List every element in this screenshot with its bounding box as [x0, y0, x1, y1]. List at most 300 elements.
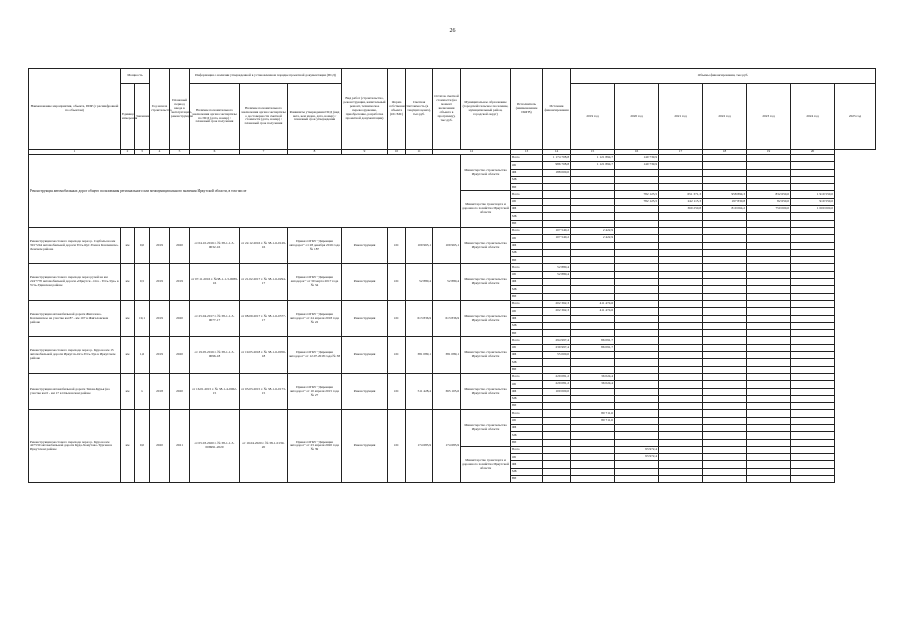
expert-opinion: от 04.10.2016 г. № 38-1-1-3-0032-16: [190, 227, 240, 263]
ownership-form: ОС: [388, 337, 406, 373]
amount-cell: [659, 271, 703, 278]
ownership-form: ОС: [388, 373, 406, 409]
object-name: Реконструкция автомобильной дороги Тихая-Курья (на участке км 0 - км 17 в Ольхонском районе: [29, 373, 121, 409]
amount-cell: [791, 264, 835, 271]
estimated-cost: 109 963,1: [406, 227, 433, 263]
amount-cell: [571, 293, 615, 300]
col-source-header: Источник финансирования: [543, 69, 571, 150]
amount-cell: [747, 315, 791, 322]
amount-cell: [659, 169, 703, 176]
amount-cell: [615, 322, 659, 329]
amount-cell: [571, 271, 615, 278]
amount-cell: 782 123,5: [615, 198, 659, 205]
amount-cell: [571, 169, 615, 176]
amount-cell: [747, 213, 791, 220]
amount-cell: [659, 446, 703, 453]
funding-source: Всего: [511, 300, 543, 307]
amount-cell: [703, 300, 747, 307]
amount-cell: [659, 461, 703, 468]
capacity-value: 0,5: [135, 264, 150, 300]
funding-source: МБ: [511, 213, 543, 220]
object-name: Реконструкция автомобильной дороги Жигалово-Казачинское на участке км 87 - км 107 в Жигаловском районе: [29, 300, 121, 336]
section-title: Реконструкция автомобильных дорог общего пользования регионального или межмуниципального значения Иркутской области, в том числе: [29, 155, 461, 228]
object-name: Реконструкция мостового перехода через ручей на км 224+770 автомобильной дороги «Иркутск - Оса - Усть-Уда» в Усть-Удинском районе: [29, 264, 121, 300]
col-cost-header: Сметная стоимость (в текущих ценах), тыс.руб.: [406, 69, 433, 150]
works-type: Реконструкция: [342, 410, 388, 483]
amount-cell: [543, 249, 571, 256]
amount-cell: 36 024,4: [571, 381, 615, 388]
amount-cell: [571, 468, 615, 475]
amount-cell: [659, 184, 703, 191]
funding-source: ОБ: [511, 381, 543, 388]
amount-cell: 369 250,8: [659, 206, 703, 213]
funding-source: ОБ: [511, 198, 543, 205]
amount-cell: [747, 344, 791, 351]
amount-cell: [791, 169, 835, 176]
executor-name: Министерство строительства Иркутской области: [461, 337, 511, 373]
amount-cell: [703, 155, 747, 162]
amount-cell: [747, 279, 791, 286]
amount-cell: [703, 315, 747, 322]
funding-source: ФБ: [511, 315, 543, 322]
estimated-cost: 52 880,4: [406, 264, 433, 300]
amount-cell: [747, 271, 791, 278]
amount-cell: [791, 315, 835, 322]
amount-cell: [659, 359, 703, 366]
amount-cell: [747, 461, 791, 468]
remaining-cost: 613 836,9: [433, 300, 461, 336]
amount-cell: [747, 424, 791, 431]
estimated-cost: 174 683,9: [406, 410, 433, 483]
works-type: Реконструкция: [342, 300, 388, 336]
col-ownership-header: Форма собственности объекта (ОС/МС): [388, 69, 406, 150]
amount-cell: [791, 242, 835, 249]
funding-source: ВИ: [511, 220, 543, 227]
funding-source: ВИ: [511, 293, 543, 300]
amount-cell: [571, 257, 615, 264]
amount-cell: [543, 176, 571, 183]
column-number: 14: [543, 150, 571, 155]
amount-cell: [543, 315, 571, 322]
start-year: 2018: [150, 373, 170, 409]
executor-name: Министерство строительства Иркутской области: [461, 300, 511, 336]
amount-cell: [791, 300, 835, 307]
amount-cell: [659, 337, 703, 344]
approval-details: Приказ ОГКУ "Дирекция автодорог" от 24 апреля 2018 года № 22: [288, 300, 342, 336]
expert-opinion: от 25.04.2017 г. № 38-1-1-3-0077-17: [190, 300, 240, 336]
col-doc1-header: Наличие положительного заключения органа экспертизы по ПСД (дата, номер) / плановый срок получения: [190, 84, 240, 150]
amount-cell: [747, 432, 791, 439]
amount-cell: [747, 286, 791, 293]
amount-cell: [747, 381, 791, 388]
amount-cell: [543, 191, 571, 198]
amount-cell: [615, 439, 659, 446]
capacity-unit: км: [121, 264, 135, 300]
amount-cell: 750 000,0: [747, 206, 791, 213]
amount-cell: [703, 388, 747, 395]
amount-cell: [659, 242, 703, 249]
amount-cell: [615, 359, 659, 366]
amount-cell: [615, 461, 659, 468]
amount-cell: [571, 432, 615, 439]
amount-cell: [791, 454, 835, 461]
works-type: Реконструкция: [342, 337, 388, 373]
amount-cell: [543, 257, 571, 264]
amount-cell: [747, 446, 791, 453]
funding-source: Всего: [511, 155, 543, 162]
approval-details: Приказ ОГКУ "Дирекция автодорог" от 10 апреля 2015 года № 27: [288, 373, 342, 409]
cost-opinion: от 16.04.2020 г. № 38-1-0139-20: [240, 410, 288, 483]
object-name: Реконструкция мостового перехода через р. Сарбалы на км 391+244 автомобильной дороги Усть-Кут-Уоян в Казачинско-Ленском районе: [29, 227, 121, 263]
capacity-value: 0,0: [135, 410, 150, 483]
funding-source: Всего: [511, 373, 543, 380]
col-period-header: Плановый период ввода в эксплуатацию, реконструкции: [170, 69, 190, 150]
col-executor-header: Исполнитель (наименование ИОГВ): [511, 69, 543, 150]
amount-cell: [615, 352, 659, 359]
amount-cell: [747, 184, 791, 191]
commission-year: 2021: [170, 410, 190, 483]
amount-cell: 1 000 000,0: [791, 206, 835, 213]
table-row: [29, 337, 876, 344]
amount-cell: [659, 220, 703, 227]
column-number: 10: [388, 150, 406, 155]
cost-opinion: от 08.09.2017 г. № 38-1-6-0377-17: [240, 300, 288, 336]
funding-source: Всего: [511, 264, 543, 271]
funding-source: Всего: [511, 446, 543, 453]
amount-cell: [571, 184, 615, 191]
funding-source: ВИ: [511, 439, 543, 446]
amount-cell: [791, 432, 835, 439]
amount-cell: [747, 249, 791, 256]
page-number: 26: [449, 28, 456, 34]
col-docs-header: Информация о наличии утвержденной в установленном порядке проектной документации (ПСД): [190, 69, 342, 84]
amount-cell: 80 711,6: [571, 410, 615, 417]
amount-cell: 2 422,9: [571, 235, 615, 242]
amount-cell: [703, 322, 747, 329]
amount-cell: [543, 476, 571, 483]
amount-cell: [703, 242, 747, 249]
amount-cell: [571, 461, 615, 468]
col-volume-header: Объемы финансирования, тыс.руб.: [571, 69, 876, 84]
column-number: 4: [150, 150, 170, 155]
remaining-cost: 174 683,9: [433, 410, 461, 483]
amount-cell: [703, 176, 747, 183]
start-year: 2019: [150, 227, 170, 263]
amount-cell: 202 362,3: [543, 308, 571, 315]
commission-year: 2020: [170, 300, 190, 336]
amount-cell: [615, 476, 659, 483]
column-number: 8: [288, 150, 342, 155]
commission-year: 2020: [170, 337, 190, 373]
amount-cell: [615, 286, 659, 293]
amount-cell: [747, 257, 791, 264]
amount-cell: [543, 461, 571, 468]
column-number: 17: [659, 150, 703, 155]
cost-opinion: от 03.03.2015 г. № 38-1-6-0173-15: [240, 373, 288, 409]
column-number: 3: [135, 150, 150, 155]
amount-cell: 919 550,0: [791, 198, 835, 205]
amount-cell: [791, 381, 835, 388]
amount-cell: [615, 176, 659, 183]
amount-cell: [791, 424, 835, 431]
amount-cell: [615, 432, 659, 439]
amount-cell: [791, 366, 835, 373]
col-value-header: Значение: [135, 84, 150, 150]
amount-cell: [791, 220, 835, 227]
object-name: Реконструкция мостового перехода через р. Куда на км 15 автомобильной дороги Иркутск-Оса-Усть-Уда в Иркутском районе: [29, 337, 121, 373]
amount-cell: [703, 366, 747, 373]
year-header-2021: 2021 год: [659, 84, 703, 150]
amount-cell: [791, 249, 835, 256]
amount-cell: [571, 439, 615, 446]
amount-cell: [703, 220, 747, 227]
cost-opinion: от 19.05.2018 г. № 38-1-6-0056-18: [240, 337, 288, 373]
funding-source: ВИ: [511, 476, 543, 483]
amount-cell: 1 121 894,7: [571, 162, 615, 169]
ownership-form: ОС: [388, 264, 406, 300]
amount-cell: [615, 293, 659, 300]
amount-cell: [571, 352, 615, 359]
amount-cell: [659, 322, 703, 329]
amount-cell: [791, 162, 835, 169]
remaining-cost: 52 880,4: [433, 264, 461, 300]
amount-cell: [571, 359, 615, 366]
amount-cell: [791, 227, 835, 234]
funding-source: ОБ: [511, 344, 543, 351]
amount-cell: [791, 184, 835, 191]
amount-cell: [791, 344, 835, 351]
funding-source: Всего: [511, 410, 543, 417]
amount-cell: [571, 249, 615, 256]
amount-cell: [543, 322, 571, 329]
amount-cell: 55 000,0: [543, 352, 571, 359]
amount-cell: [703, 439, 747, 446]
amount-cell: [747, 373, 791, 380]
amount-cell: [747, 388, 791, 395]
amount-cell: [703, 373, 747, 380]
remaining-cost: 365 105,6: [433, 373, 461, 409]
amount-cell: [703, 424, 747, 431]
amount-cell: [791, 352, 835, 359]
amount-cell: [791, 417, 835, 424]
amount-cell: [703, 395, 747, 402]
amount-cell: [615, 315, 659, 322]
column-number: 7: [240, 150, 288, 155]
amount-cell: [543, 468, 571, 475]
amount-cell: [659, 344, 703, 351]
amount-cell: [703, 271, 747, 278]
amount-cell: [747, 359, 791, 366]
funding-source: МБ: [511, 395, 543, 402]
amount-cell: [615, 206, 659, 213]
amount-cell: [703, 235, 747, 242]
amount-cell: 1 919 550,0: [791, 191, 835, 198]
amount-cell: [703, 410, 747, 417]
estimated-cost: 511 428,4: [406, 373, 433, 409]
amount-cell: [791, 176, 835, 183]
amount-cell: [747, 322, 791, 329]
executor-name: Министерство транспорта и дорожного хозяйства Иркутской области: [461, 446, 511, 482]
amount-cell: [543, 293, 571, 300]
amount-cell: 80 711,6: [571, 417, 615, 424]
amount-cell: [747, 417, 791, 424]
amount-cell: [791, 308, 835, 315]
amount-cell: [747, 476, 791, 483]
amount-cell: [703, 308, 747, 315]
amount-cell: [791, 330, 835, 337]
amount-cell: [659, 235, 703, 242]
amount-cell: [659, 308, 703, 315]
funding-source: ФБ: [511, 279, 543, 286]
amount-cell: [703, 468, 747, 475]
ownership-form: ОС: [388, 227, 406, 263]
amount-cell: [615, 169, 659, 176]
column-number: 2: [121, 150, 135, 155]
amount-cell: 100 000,0: [543, 388, 571, 395]
estimated-cost: 613 836,9: [406, 300, 433, 336]
amount-cell: [791, 155, 835, 162]
executor-name: Министерство строительства Иркутской области: [461, 373, 511, 409]
amount-cell: [571, 206, 615, 213]
amount-cell: [791, 293, 835, 300]
amount-cell: [791, 410, 835, 417]
column-number: 18: [703, 150, 747, 155]
amount-cell: [791, 322, 835, 329]
amount-cell: [747, 352, 791, 359]
amount-cell: [543, 206, 571, 213]
amount-cell: [615, 220, 659, 227]
funding-source: МБ: [511, 249, 543, 256]
executor-name: Министерство строительства Иркутской области: [461, 155, 511, 191]
amount-cell: [659, 176, 703, 183]
amount-cell: [659, 286, 703, 293]
funding-source: ФБ: [511, 461, 543, 468]
amount-cell: [659, 213, 703, 220]
amount-cell: [571, 388, 615, 395]
amount-cell: [747, 366, 791, 373]
amount-cell: [571, 198, 615, 205]
amount-cell: [747, 395, 791, 402]
year-header-2020: 2020 год: [615, 84, 659, 150]
amount-cell: [659, 424, 703, 431]
amount-cell: [571, 454, 615, 461]
amount-cell: [747, 300, 791, 307]
start-year: 2019: [150, 264, 170, 300]
funding-source: ФБ: [511, 424, 543, 431]
amount-cell: [703, 162, 747, 169]
column-number: 5: [170, 150, 190, 155]
amount-cell: [543, 395, 571, 402]
column-number: 11: [406, 150, 433, 155]
cost-opinion: от 21.02.2017 г. № 38-1-6-0294-17: [240, 264, 288, 300]
amount-cell: [543, 213, 571, 220]
amount-cell: [791, 279, 835, 286]
year-header-2022: 2022 год: [703, 84, 747, 150]
amount-cell: [747, 227, 791, 234]
amount-cell: [659, 381, 703, 388]
amount-cell: 229 081,2: [543, 373, 571, 380]
amount-cell: [615, 213, 659, 220]
column-number: 19: [747, 150, 791, 155]
amount-cell: [615, 344, 659, 351]
cost-opinion: от 22.12.2016 г. № 38-1-6-0129-16: [240, 227, 288, 263]
amount-cell: [703, 249, 747, 256]
amount-cell: [791, 257, 835, 264]
amount-cell: [615, 227, 659, 234]
amount-cell: 202 362,3: [543, 300, 571, 307]
amount-cell: [659, 388, 703, 395]
amount-cell: [659, 300, 703, 307]
object-name: Реконструкция мостового перехода через р. Куда на км 44+530 автомобильной дороги Куда-Хомутово-Тургеня в Иркутском районе: [29, 410, 121, 483]
amount-cell: [571, 286, 615, 293]
table-row: [29, 264, 876, 271]
amount-cell: [791, 403, 835, 410]
amount-cell: [747, 330, 791, 337]
amount-cell: [747, 454, 791, 461]
amount-cell: [703, 359, 747, 366]
amount-cell: [659, 395, 703, 402]
amount-cell: [659, 468, 703, 475]
amount-cell: [571, 315, 615, 322]
amount-cell: [659, 403, 703, 410]
amount-cell: [747, 242, 791, 249]
funding-source: ФБ: [511, 242, 543, 249]
capacity-value: 1,6: [135, 337, 150, 373]
amount-cell: [747, 410, 791, 417]
amount-cell: [571, 191, 615, 198]
column-number: 16: [615, 150, 659, 155]
amount-cell: [571, 242, 615, 249]
start-year: 2019: [150, 300, 170, 336]
amount-cell: [703, 432, 747, 439]
amount-cell: [615, 242, 659, 249]
amount-cell: [659, 162, 703, 169]
funding-source: ОБ: [511, 162, 543, 169]
amount-cell: [747, 293, 791, 300]
column-number: 20: [791, 150, 835, 155]
amount-cell: [571, 424, 615, 431]
amount-cell: [571, 403, 615, 410]
col-year-header: Год начала строительства: [150, 69, 170, 150]
amount-cell: 197 830,8: [703, 198, 747, 205]
amount-cell: [791, 461, 835, 468]
year-header-2025: 2025 год: [835, 84, 876, 150]
amount-cell: 188 000,0: [543, 169, 571, 176]
amount-cell: 86 091,7: [571, 344, 615, 351]
amount-cell: [791, 235, 835, 242]
amount-cell: [571, 330, 615, 337]
amount-cell: 82 650,0: [747, 198, 791, 205]
commission-year: 2019: [170, 264, 190, 300]
amount-cell: [703, 337, 747, 344]
funding-source: ОБ: [511, 271, 543, 278]
amount-cell: [703, 213, 747, 220]
approval-details: Приказ ОГКУ "Дирекция автодорог" от 28 декабря 2016 года № 187: [288, 227, 342, 263]
amount-cell: [543, 424, 571, 431]
amount-cell: [791, 439, 835, 446]
amount-cell: [543, 454, 571, 461]
amount-cell: [791, 388, 835, 395]
amount-cell: [615, 417, 659, 424]
year-header-2024: 2024 год: [791, 84, 835, 150]
amount-cell: [747, 439, 791, 446]
funding-source: ФБ: [511, 169, 543, 176]
amount-cell: 958 894,3: [703, 191, 747, 198]
amount-cell: [703, 264, 747, 271]
column-number: 12: [433, 150, 511, 155]
funding-source: МБ: [511, 176, 543, 183]
amount-cell: [615, 308, 659, 315]
